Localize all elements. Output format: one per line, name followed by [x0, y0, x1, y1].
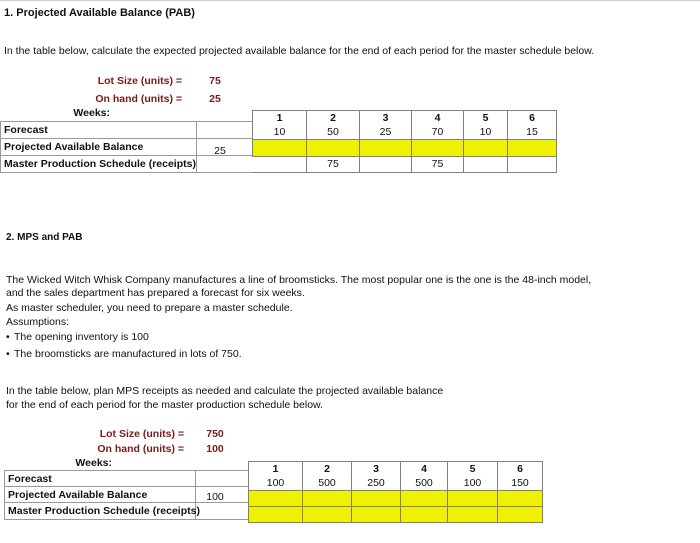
s1-mps-label: Master Production Schedule (receipts) [4, 158, 196, 170]
s1-forecast-label: Forecast [4, 124, 48, 136]
s1-lot-size-label: Lot Size (units) = [97, 75, 182, 87]
s1-label-border [196, 121, 197, 173]
s1-row-divider [0, 138, 252, 139]
s1-weeks-label: Weeks: [73, 107, 110, 119]
s1-forecast-cell: 70 [411, 125, 464, 140]
s2-mps-cell[interactable] [248, 506, 303, 523]
s2-pab-cell[interactable] [447, 490, 498, 507]
s2-assumptions-label: Assumptions: [6, 316, 70, 328]
s2-week-header: 4 [400, 461, 448, 477]
bullet-icon: • [6, 348, 10, 360]
s2-pab-cell[interactable] [497, 490, 543, 507]
s1-pab-label: Projected Available Balance [4, 141, 144, 153]
s2-forecast-cell: 100 [248, 476, 303, 491]
s2-mps-cell[interactable] [400, 506, 448, 523]
s2-row-divider [4, 486, 248, 487]
s2-assumption-2: • The broomsticks are manufactured in lots of 750. [6, 348, 242, 360]
s1-pab-cell[interactable] [463, 139, 508, 157]
s1-pab-cell[interactable] [411, 139, 464, 157]
section1-instruction: In the table below, calculate the expected projected available balance for the end of each period for the master schedule below. [4, 45, 595, 57]
s2-week-header: 1 [248, 461, 303, 477]
s2-week-header: 5 [447, 461, 498, 477]
s1-week-header: 2 [306, 110, 360, 126]
s1-pab-cell[interactable] [359, 139, 412, 157]
s2-on-hand-value: 100 [206, 443, 224, 455]
s1-on-hand-value: 25 [209, 93, 221, 105]
s1-pab-initial: 25 [214, 145, 226, 157]
s1-week-header: 3 [359, 110, 412, 126]
s1-forecast-cell: 10 [463, 125, 508, 140]
s2-forecast-label: Forecast [8, 473, 52, 485]
s1-mps-cell [507, 156, 557, 173]
s1-mps-cell: 75 [411, 156, 464, 173]
s1-lot-size-value: 75 [209, 75, 221, 87]
s1-week-header: 4 [411, 110, 464, 126]
s2-mps-label: Master Production Schedule (receipts) [8, 505, 200, 517]
s2-instruction-line2: for the end of each period for the master production schedule below. [6, 399, 323, 411]
s1-row-divider [0, 121, 252, 122]
section1-title: 1. Projected Available Balance (PAB) [4, 7, 195, 19]
s2-mps-cell[interactable] [351, 506, 401, 523]
s1-mps-cell [252, 156, 307, 173]
s2-week-header: 3 [351, 461, 401, 477]
s1-mps-cell [359, 156, 412, 173]
s1-pab-cell[interactable] [252, 139, 307, 157]
s2-forecast-cell: 150 [497, 476, 543, 491]
section2-title: 2. MPS and PAB [6, 232, 83, 243]
s2-row-divider [4, 519, 248, 520]
s2-lot-size-label: Lot Size (units) = [99, 428, 184, 440]
s2-row-divider [4, 470, 248, 471]
s2-on-hand-label: On hand (units) = [97, 443, 184, 455]
s2-pab-label: Projected Available Balance [8, 489, 148, 501]
top-divider [0, 0, 700, 1]
s2-lot-size-value: 750 [206, 428, 224, 440]
s1-forecast-cell: 25 [359, 125, 412, 140]
s2-instruction-line1: In the table below, plan MPS receipts as needed and calculate the projected available balance [6, 385, 444, 397]
s2-forecast-cell: 100 [447, 476, 498, 491]
s2-pab-initial: 100 [206, 491, 224, 503]
s2-forecast-cell: 250 [351, 476, 401, 491]
s2-pab-cell[interactable] [302, 490, 352, 507]
s2-forecast-cell: 500 [400, 476, 448, 491]
s2-week-header: 6 [497, 461, 543, 477]
s2-para1-line1: The Wicked Witch Whisk Company manufactures a line of broomsticks. The most popular one is the one is the 48-inch model, [6, 274, 592, 286]
s1-pab-cell[interactable] [306, 139, 360, 157]
s2-mps-cell[interactable] [302, 506, 352, 523]
s1-forecast-cell: 10 [252, 125, 307, 140]
s1-mps-cell [463, 156, 508, 173]
s1-left-border [0, 121, 1, 173]
s1-week-header: 6 [507, 110, 557, 126]
s1-mps-cell: 75 [306, 156, 360, 173]
s1-row-divider [0, 172, 252, 173]
s2-pab-cell[interactable] [248, 490, 303, 507]
s2-forecast-cell: 500 [302, 476, 352, 491]
s2-assumption-1: • The opening inventory is 100 [6, 331, 149, 343]
s1-forecast-cell: 15 [507, 125, 557, 140]
s2-mps-cell[interactable] [447, 506, 498, 523]
s1-on-hand-label: On hand (units) = [95, 93, 182, 105]
s2-para1-line2: and the sales department has prepared a forecast for six weeks. [6, 287, 305, 299]
s1-forecast-cell: 50 [306, 125, 360, 140]
s1-pab-cell[interactable] [507, 139, 557, 157]
s1-week-header: 5 [463, 110, 508, 126]
s2-left-border [4, 470, 5, 520]
s1-week-header: 1 [252, 110, 307, 126]
s2-mps-cell[interactable] [497, 506, 543, 523]
s2-pab-cell[interactable] [351, 490, 401, 507]
s2-week-header: 2 [302, 461, 352, 477]
s2-weeks-label: Weeks: [75, 457, 112, 469]
s2-para2: As master scheduler, you need to prepare a master schedule. [6, 302, 293, 314]
s2-pab-cell[interactable] [400, 490, 448, 507]
bullet-icon: • [6, 331, 10, 343]
